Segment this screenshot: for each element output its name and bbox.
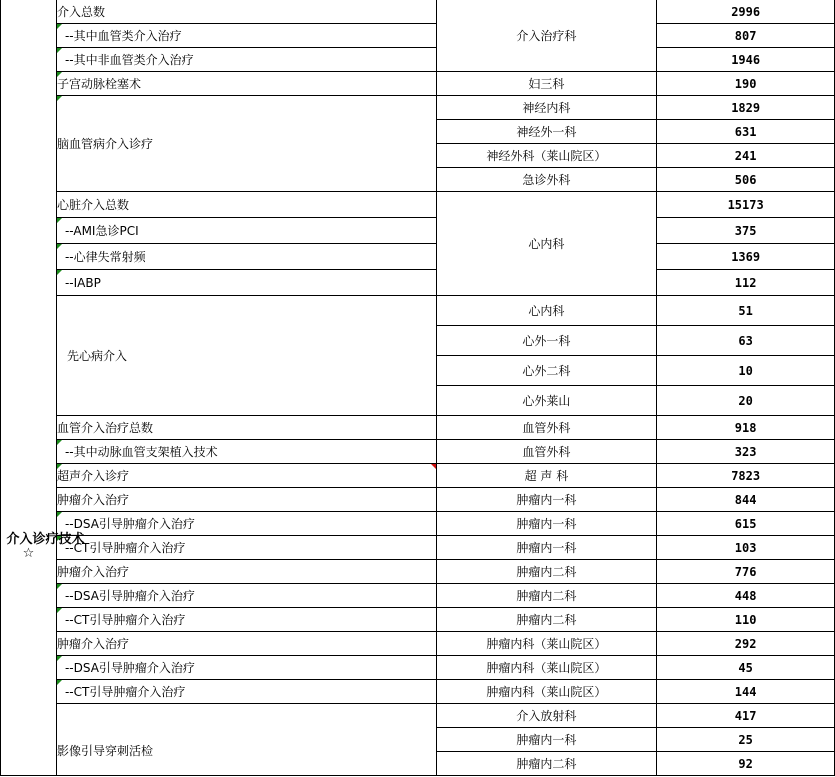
department-cell[interactable]: 心内科: [436, 296, 657, 326]
table-row: [1, 536, 835, 560]
item-text: --CT引导肿瘤介入治疗: [64, 612, 186, 627]
count-cell[interactable]: 10: [657, 356, 835, 386]
cell-marker-icon: [57, 24, 62, 29]
department-cell[interactable]: 肿瘤内一科: [436, 488, 657, 512]
item-text: --DSA引导肿瘤介入治疗: [64, 516, 195, 531]
cell-marker-icon: [57, 72, 62, 77]
table-row: [1, 416, 835, 440]
count-cell[interactable]: 241: [657, 144, 835, 168]
table-row: [1, 192, 835, 218]
table-row: [1, 488, 835, 512]
item-cell[interactable]: [56, 24, 436, 48]
count-cell[interactable]: 506: [657, 168, 835, 192]
item-text: --IABP: [64, 275, 101, 290]
count-cell[interactable]: 144: [657, 680, 835, 704]
count-cell[interactable]: 615: [657, 512, 835, 536]
department-cell[interactable]: 肿瘤内科（莱山院区）: [436, 632, 657, 656]
table-row: [1, 296, 835, 326]
count-cell[interactable]: 20: [657, 386, 835, 416]
count-cell[interactable]: 631: [657, 120, 835, 144]
item-cell[interactable]: [56, 244, 436, 270]
table-row: [1, 512, 835, 536]
count-cell[interactable]: 1829: [657, 96, 835, 120]
item-cell[interactable]: 肿瘤介入治疗: [56, 560, 436, 584]
count-cell[interactable]: 1946: [657, 48, 835, 72]
count-cell[interactable]: 375: [657, 218, 835, 244]
table-row: [1, 656, 835, 680]
count-cell[interactable]: 51: [657, 296, 835, 326]
star-icon: ☆: [22, 545, 35, 561]
table-row: [1, 680, 835, 704]
cell-marker-icon: [57, 512, 62, 517]
item-text: --DSA引导肿瘤介入治疗: [64, 588, 195, 603]
count-cell[interactable]: 63: [657, 326, 835, 356]
department-cell[interactable]: 肿瘤内一科: [436, 728, 657, 752]
item-cell[interactable]: [56, 72, 436, 96]
table-row: [1, 270, 835, 296]
count-cell[interactable]: 844: [657, 488, 835, 512]
department-cell[interactable]: 肿瘤内一科: [436, 536, 657, 560]
count-cell[interactable]: 323: [657, 440, 835, 464]
cell-marker-icon: [57, 244, 62, 249]
table-row: [1, 24, 835, 48]
count-cell[interactable]: 103: [657, 536, 835, 560]
item-text: --心律失常射频: [64, 249, 146, 264]
item-text: 子宫动脉栓塞术: [56, 76, 141, 91]
count-cell[interactable]: 776: [657, 560, 835, 584]
comment-marker-icon[interactable]: [431, 464, 436, 469]
department-cell[interactable]: 妇三科: [436, 72, 657, 96]
count-cell[interactable]: 2996: [657, 0, 835, 24]
department-cell[interactable]: 血管外科: [436, 416, 657, 440]
item-text: --其中血管类介入治疗: [64, 28, 182, 43]
item-text: 超声介入诊疗: [56, 468, 129, 483]
table-row: [1, 48, 835, 72]
cell-marker-icon: [57, 656, 62, 661]
item-text: --CT引导肿瘤介入治疗: [64, 540, 186, 555]
item-text: --CT引导肿瘤介入治疗: [64, 684, 186, 699]
table-row: [1, 244, 835, 270]
department-cell[interactable]: 神经外科（莱山院区）: [436, 144, 657, 168]
department-cell[interactable]: 肿瘤内二科: [436, 560, 657, 584]
count-cell[interactable]: 448: [657, 584, 835, 608]
item-cell[interactable]: 先心病介入: [56, 296, 436, 416]
department-cell[interactable]: 介入治疗科: [436, 0, 657, 72]
item-cell[interactable]: [56, 584, 436, 608]
count-cell[interactable]: 110: [657, 608, 835, 632]
cell-marker-icon: [57, 48, 62, 53]
count-cell[interactable]: 417: [657, 704, 835, 728]
count-cell[interactable]: 25: [657, 728, 835, 752]
cell-marker-icon: [57, 680, 62, 685]
item-cell[interactable]: [56, 512, 436, 536]
count-cell[interactable]: 292: [657, 632, 835, 656]
department-cell[interactable]: 急诊外科: [436, 168, 657, 192]
department-cell[interactable]: 肿瘤内二科: [436, 584, 657, 608]
item-cell[interactable]: [56, 96, 436, 192]
count-cell[interactable]: 1369: [657, 244, 835, 270]
table-row: [1, 464, 835, 488]
department-cell[interactable]: 肿瘤内科（莱山院区）: [436, 656, 657, 680]
category-label: 介入诊疗技术: [6, 531, 85, 547]
department-cell[interactable]: 肿瘤内二科: [436, 752, 657, 776]
cell-marker-icon: [57, 536, 62, 541]
item-cell[interactable]: [56, 608, 436, 632]
department-cell[interactable]: 超 声 科: [436, 464, 657, 488]
department-cell[interactable]: 神经内科: [436, 96, 657, 120]
department-cell[interactable]: 肿瘤内二科: [436, 608, 657, 632]
count-cell[interactable]: 112: [657, 270, 835, 296]
cell-marker-icon: [57, 440, 62, 445]
table-row: [1, 72, 835, 96]
item-cell[interactable]: [56, 464, 436, 488]
count-cell[interactable]: 918: [657, 416, 835, 440]
department-cell[interactable]: 心内科: [436, 192, 657, 296]
item-cell[interactable]: 肿瘤介入治疗: [56, 632, 436, 656]
department-cell[interactable]: 心外二科: [436, 356, 657, 386]
count-cell[interactable]: 92: [657, 752, 835, 776]
table-row: [1, 584, 835, 608]
cell-marker-icon: [57, 270, 62, 275]
cell-marker-icon: [57, 584, 62, 589]
cell-marker-icon: [57, 96, 62, 101]
department-cell[interactable]: 心外一科: [436, 326, 657, 356]
department-cell[interactable]: 心外莱山: [436, 386, 657, 416]
table-row: [1, 608, 835, 632]
count-cell[interactable]: 45: [657, 656, 835, 680]
table-row: [1, 632, 835, 656]
department-cell[interactable]: 肿瘤内一科: [436, 512, 657, 536]
count-cell[interactable]: 190: [657, 72, 835, 96]
item-cell[interactable]: 影像引导穿刺活检: [56, 704, 436, 776]
table-row: [1, 440, 835, 464]
cell-marker-icon: [57, 464, 62, 469]
item-text: --其中非血管类介入治疗: [64, 52, 194, 67]
count-cell[interactable]: 7823: [657, 464, 835, 488]
item-text: 脑血管病介入诊疗: [56, 136, 153, 151]
item-text: --其中动脉血管支架植入技术: [64, 444, 218, 459]
item-cell[interactable]: 肿瘤介入治疗: [56, 488, 436, 512]
cell-marker-icon: [57, 218, 62, 223]
item-cell[interactable]: [56, 218, 436, 244]
table-row: [1, 560, 835, 584]
item-text: --AMI急诊PCI: [64, 223, 139, 238]
item-cell[interactable]: [56, 440, 436, 464]
table-row: [1, 0, 835, 24]
item-cell[interactable]: 介入总数: [56, 0, 436, 24]
item-cell[interactable]: [56, 680, 436, 704]
item-text: --DSA引导肿瘤介入治疗: [64, 660, 195, 675]
table-row: [1, 96, 835, 120]
department-cell[interactable]: 血管外科: [436, 440, 657, 464]
table-row: [1, 218, 835, 244]
item-cell[interactable]: 心脏介入总数: [56, 192, 436, 218]
count-cell[interactable]: 15173: [657, 192, 835, 218]
item-cell[interactable]: [56, 656, 436, 680]
item-cell[interactable]: [56, 536, 436, 560]
item-cell[interactable]: [56, 48, 436, 72]
item-cell[interactable]: 血管介入治疗总数: [56, 416, 436, 440]
department-cell[interactable]: 神经外一科: [436, 120, 657, 144]
cell-marker-icon: [57, 608, 62, 613]
count-cell[interactable]: 807: [657, 24, 835, 48]
department-cell[interactable]: 肿瘤内科（莱山院区）: [436, 680, 657, 704]
item-cell[interactable]: [56, 270, 436, 296]
table-row: [1, 704, 835, 728]
department-cell[interactable]: 介入放射科: [436, 704, 657, 728]
